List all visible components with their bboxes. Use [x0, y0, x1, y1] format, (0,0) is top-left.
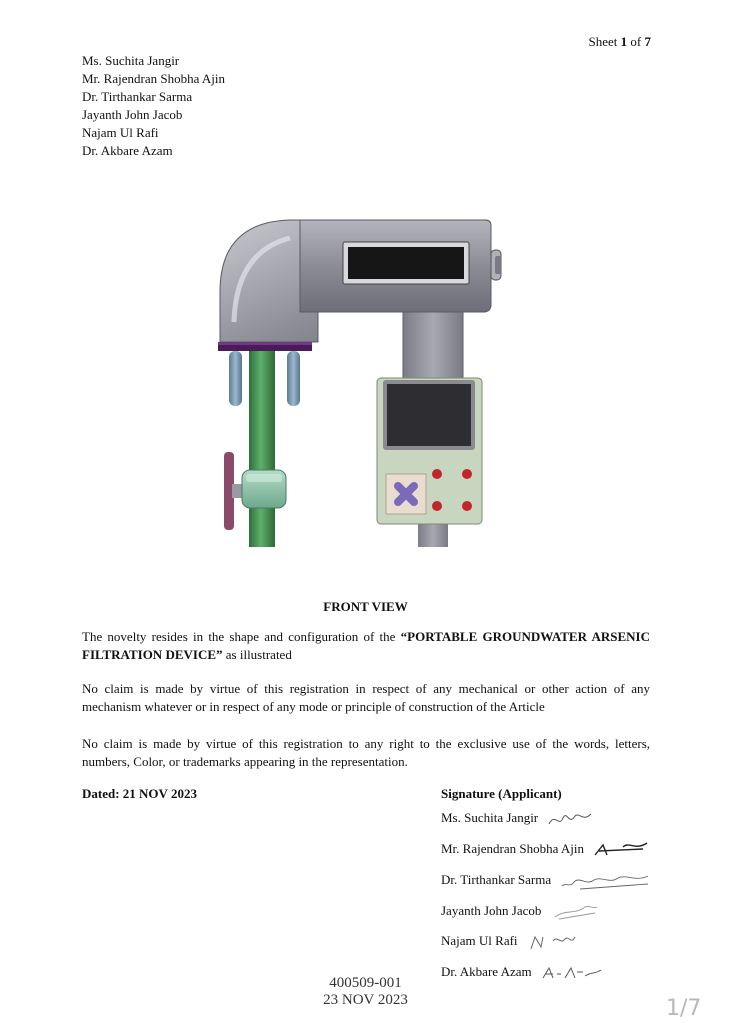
signer-name: Mr. Rajendran Shobha Ajin	[441, 840, 584, 856]
handwritten-signature	[560, 870, 650, 892]
signer-name: Jayanth John Jacob	[441, 902, 542, 918]
figure-caption: FRONT VIEW	[323, 599, 408, 614]
signature-row	[441, 931, 579, 953]
novelty-statement: The novelty resides in the shape and configuration of the “PORTABLE GROUNDWATER ARSENIC FILTRATION DEVICE” as illustrated	[82, 629, 650, 662]
signature-row	[441, 870, 650, 892]
handwritten-signature	[551, 901, 599, 923]
device-front-view-illustration	[210, 212, 510, 547]
signature-row	[441, 839, 649, 861]
signature-row	[441, 901, 599, 923]
stamp-date: 23 NOV 2023	[323, 992, 408, 1008]
applicant-name: Dr. Tirthankar Sarma	[82, 89, 193, 104]
page-indicator: 1/7	[666, 996, 702, 1021]
signature-row	[441, 808, 593, 830]
handwritten-signature	[593, 839, 649, 861]
signer-name: Dr. Akbare Azam	[441, 963, 532, 979]
applicant-name: Mr. Rajendran Shobha Ajin	[82, 71, 225, 86]
applicant-name: Jayanth John Jacob	[82, 107, 183, 122]
applicant-name: Ms. Suchita Jangir	[82, 53, 180, 68]
signer-name: Najam Ul Rafi	[441, 932, 518, 948]
signer-name: Ms. Suchita Jangir	[441, 809, 539, 825]
handwritten-signature	[527, 931, 579, 953]
applicant-list	[82, 52, 225, 160]
receipt-stamp	[0, 975, 731, 1009]
stamp-number: 400509-001	[329, 975, 402, 991]
signature-heading: Signature (Applicant)	[441, 786, 562, 801]
disclaimer-trademark: No claim is made by virtue of this registration to any right to the exclusive use of the words, letters, numbers, Color, or trademarks appearing in the representation.	[82, 736, 650, 769]
disclaimer-mechanism: No claim is made by virtue of this registration in respect of any mechanical or other action of any mechanism whatever or in respect of any mode or principle of construction of the Article	[82, 681, 650, 714]
applicant-name: Dr. Akbare Azam	[82, 143, 173, 158]
applicant-name: Najam Ul Rafi	[82, 125, 159, 140]
dated-line: Dated: 21 NOV 2023	[82, 786, 197, 801]
sheet-number: Sheet 1 of 7	[588, 34, 651, 49]
signer-name: Dr. Tirthankar Sarma	[441, 871, 552, 887]
handwritten-signature	[547, 808, 593, 830]
